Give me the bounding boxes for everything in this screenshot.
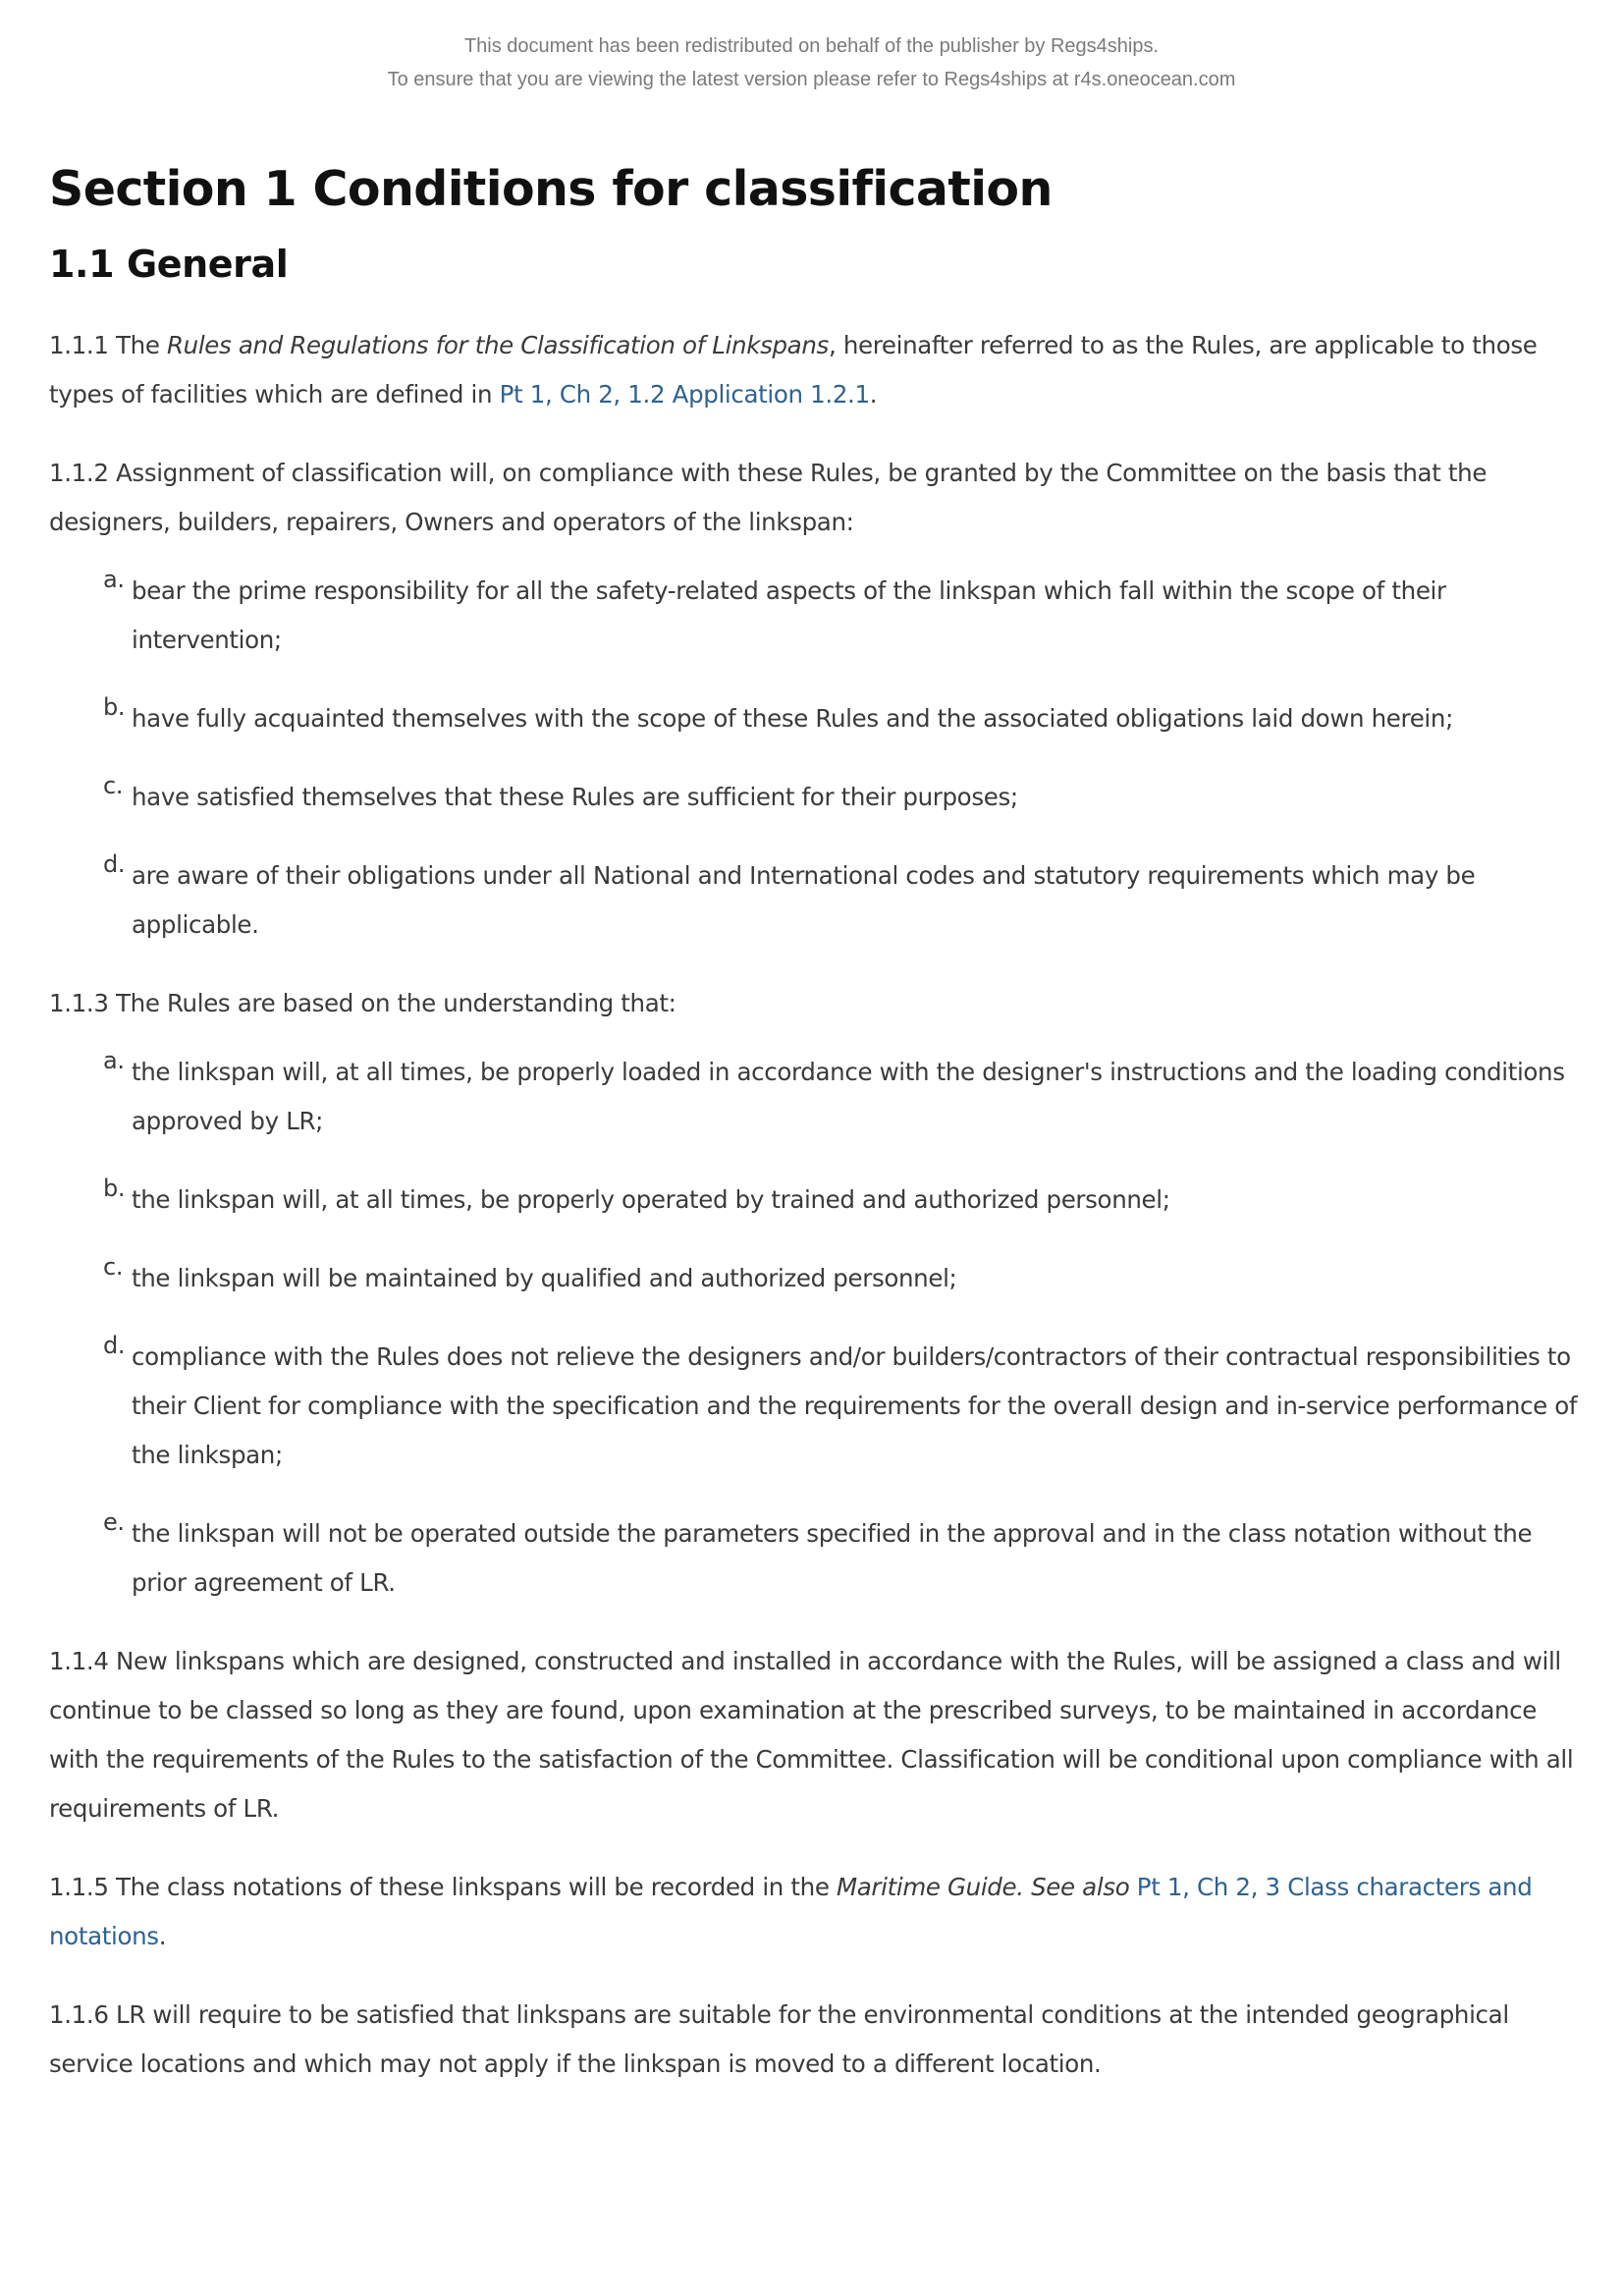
- list-item-text: have fully acquainted themselves with the scope of these Rules and the associated obligations laid down herein;: [132, 704, 1453, 733]
- list-item-text: the linkspan will, at all times, be properly operated by trained and authorized personnel;: [132, 1185, 1170, 1214]
- list-marker: d.: [103, 850, 126, 878]
- list-item-text: the linkspan will not be operated outside the parameters specified in the approval and in the class notation without the prior agreement of LR.: [132, 1519, 1533, 1597]
- list-item: [49, 1509, 1581, 1608]
- list-marker: b.: [103, 1175, 126, 1202]
- document-content: [49, 147, 1581, 2089]
- p111-text-3: .: [869, 380, 878, 409]
- paragraph-1-1-6: 1.1.6 LR will require to be satisfied that linkspans are suitable for the environmental conditions at the intended geographical service locations and which may not apply if the linkspan is moved to a different location.: [49, 2000, 1509, 2078]
- list-item-text: the linkspan will, at all times, be properly loaded in accordance with the designer's instructions and the loading conditions approved by LR;: [132, 1058, 1565, 1135]
- p111-text-2: , hereinafter referred to as the Rules, are applicable to those types of facilities which are defined in: [49, 331, 1538, 409]
- paragraph-1-1-1: [49, 321, 1581, 419]
- paragraph-1-1-4: 1.1.4 New linkspans which are designed, constructed and installed in accordance with the Rules, will be assigned a class and will continue to be classed so long as they are found, upon examination at the prescribed surveys, to be maintained in accordance with the requirements of the Rules to the satisfaction of the Committee. Classification will be conditional upon compliance with all requirements of LR.: [49, 1647, 1574, 1823]
- list-item: [49, 1175, 1581, 1225]
- paragraph-1-1-2: 1.1.2 Assignment of classification will, on compliance with these Rules, be granted by the Committee on the basis that the designers, builders, repairers, Owners and operators of the linkspan:: [49, 459, 1488, 536]
- list-item-text: compliance with the Rules does not relieve the designers and/or builders/contractors of their contractual responsibilities to their Client for compliance with the specification and the requirements for the overall design and in-service performance of the linkspan;: [132, 1342, 1578, 1469]
- list-item: [49, 773, 1581, 822]
- list-item: [49, 1254, 1581, 1303]
- section-title: Section 1 Conditions for classification: [49, 161, 1053, 217]
- list-marker: b.: [103, 693, 126, 721]
- subsection-title: 1.1 General: [49, 243, 289, 286]
- list-1-1-3: [49, 1048, 1581, 1608]
- list-item-text: are aware of their obligations under all National and International codes and statutory requirements which may be applicable.: [132, 861, 1476, 939]
- paragraph-1-1-5: [49, 1863, 1581, 1961]
- p111-text-1: 1.1.1 The: [49, 331, 167, 359]
- list-marker: c.: [103, 772, 124, 799]
- list-marker: a.: [103, 566, 125, 593]
- list-item: [49, 851, 1581, 950]
- list-item: [49, 694, 1581, 743]
- list-item: [49, 1048, 1581, 1146]
- paragraph-1-1-3: 1.1.3 The Rules are based on the understanding that:: [49, 989, 676, 1017]
- redistribution-notice-line1: This document has been redistributed on behalf of the publisher by Regs4ships.: [463, 35, 1160, 57]
- p115-text-2: [1129, 1873, 1136, 1901]
- list-marker: a.: [103, 1047, 125, 1074]
- list-1-1-2: [49, 567, 1581, 950]
- list-marker: c.: [103, 1253, 124, 1281]
- redistribution-notice-line2: To ensure that you are viewing the latest version please refer to Regs4ships at r4s.oneocean.com: [387, 69, 1236, 90]
- p115-maritime-guide: Maritime Guide. See also: [836, 1873, 1130, 1901]
- p115-text-3: .: [158, 1922, 167, 1950]
- p111-rules-title: Rules and Regulations for the Classification of Linkspans: [166, 331, 829, 359]
- list-item: [49, 567, 1581, 665]
- list-item: [49, 1333, 1581, 1480]
- list-item-text: bear the prime responsibility for all the safety-related aspects of the linkspan which fall within the scope of their intervention;: [132, 576, 1446, 654]
- list-item-text: the linkspan will be maintained by qualified and authorized personnel;: [132, 1264, 957, 1292]
- list-marker: d.: [103, 1332, 126, 1359]
- list-marker: e.: [103, 1508, 125, 1536]
- link-pt1-ch2-application[interactable]: Pt 1, Ch 2, 1.2 Application 1.2.1: [499, 380, 870, 409]
- list-item-text: have satisfied themselves that these Rules are sufficient for their purposes;: [132, 783, 1018, 811]
- link-pt1-ch2-class-characters[interactable]: Pt 1, Ch 2, 3 Class characters and notations: [49, 1873, 1533, 1950]
- p115-text-1: 1.1.5 The class notations of these linkspans will be recorded in the: [49, 1873, 837, 1901]
